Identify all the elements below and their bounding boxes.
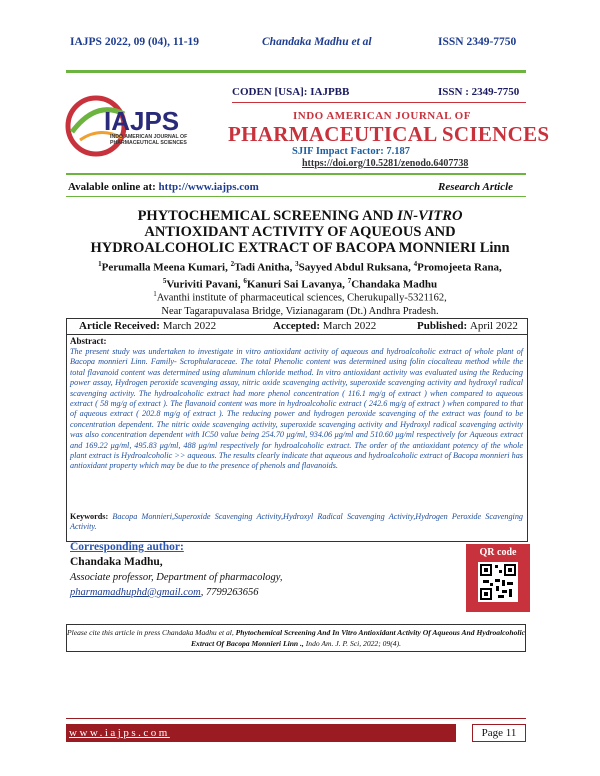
affiliation — [60, 288, 540, 318]
author-list — [60, 258, 540, 291]
author-name: Promojeeta Rana, — [417, 261, 502, 274]
accepted-date — [273, 320, 376, 332]
affiliation-sup: 1 — [153, 290, 157, 298]
keywords — [70, 512, 523, 533]
citation-box — [66, 624, 526, 652]
title-line-2: ANTIOXIDANT ACTIVITY OF AQUEOUS AND — [144, 224, 456, 240]
accepted-label: Accepted: — [273, 320, 323, 332]
journal-name-top: INDO AMERICAN JOURNAL OF — [293, 110, 471, 122]
accepted-value: March 2022 — [322, 320, 377, 332]
footer-site-link[interactable]: www.iajps.com — [69, 727, 170, 739]
corresponding-contact — [70, 587, 258, 598]
author-sup: 1 — [98, 260, 102, 268]
footer-rule — [66, 718, 526, 719]
qr-code-box — [466, 544, 530, 612]
author-name: Sayyed Abdul Ruksana, — [298, 261, 414, 274]
phone-number: , 7799263656 — [200, 587, 259, 598]
abstract-heading: Abstract: — [70, 336, 107, 346]
affiliation-line-2: Near Tagarapuvalasa Bridge, Vizianagaram (Dt.) Andhra Pradesh. — [161, 305, 439, 317]
running-header-issn: ISSN 2349-7750 — [438, 36, 517, 48]
email-link[interactable]: pharmamadhuphd@gmail.com — [70, 587, 201, 598]
affiliation-line-1: Avanthi institute of pharmaceutical sciences, Cherukupally-5321162, — [156, 292, 447, 304]
divider-green-rule-2 — [66, 196, 526, 197]
divider-green-rule — [66, 173, 526, 175]
website-link[interactable]: http://www.iajps.com — [158, 181, 259, 193]
doi-link[interactable]: https://doi.org/10.5281/zenodo.6407738 — [302, 158, 469, 169]
logo-text: IAJPS — [104, 106, 180, 136]
received-value: March 2022 — [162, 320, 217, 332]
article-dates — [66, 318, 528, 335]
author-sup: 2 — [230, 260, 235, 268]
received-date — [79, 320, 216, 332]
corresponding-heading: Corresponding author: — [70, 541, 184, 553]
journal-issn: ISSN : 2349-7750 — [438, 86, 520, 98]
title-line-3: HYDROALCOHOLIC EXTRACT OF BACOPA MONNIERI Linn — [90, 240, 510, 256]
footer-site — [66, 724, 456, 742]
published-value: April 2022 — [469, 320, 518, 332]
author-name: Chandaka Madhu — [351, 278, 438, 291]
coden: CODEN [USA]: IAJPBB — [232, 86, 350, 98]
running-header-citation: IAJPS 2022, 09 (04), 11-19 — [70, 36, 200, 48]
journal-name-main: PHARMACEUTICAL SCIENCES — [228, 122, 550, 146]
author-sup: 6 — [243, 276, 247, 285]
author-sup: 5 — [162, 276, 167, 285]
header-green-rule — [66, 70, 526, 73]
sjif-impact-factor: SJIF Impact Factor: 7.187 — [292, 146, 411, 157]
availability-line — [68, 181, 259, 193]
author-name: Tadi Anitha, — [234, 261, 296, 274]
citation-suffix: Indo Am. J. P. Sci, 2022; 09(4). — [303, 639, 402, 648]
keywords-label: Keywords: — [70, 512, 113, 521]
article-title — [60, 208, 540, 256]
logo-subtitle-2: PHARMACEUTICAL SCIENCES — [110, 140, 187, 146]
abstract-box — [66, 334, 528, 542]
title-italic: IN-VITRO — [397, 208, 463, 224]
author-name: Vuriviti Pavani, — [166, 278, 244, 291]
published-date — [417, 320, 518, 332]
keywords-text: Bacopa Monnieri,Superoxide Scavenging Activity,Hydroxyl Radical Scavenging Activity,Hydrogen Peroxide Scavenging Activity. — [70, 512, 524, 532]
availability-label: Avalable online at: — [68, 181, 159, 193]
running-header-author: Chandaka Madhu et al — [262, 36, 372, 48]
journal-logo — [64, 92, 204, 162]
author-name: Kanuri Sai Lavanya, — [246, 278, 348, 291]
journal-red-rule — [232, 102, 526, 103]
corresponding-name: Chandaka Madhu, — [70, 556, 163, 568]
qr-code-graphic — [478, 562, 518, 602]
article-type: Research Article — [438, 181, 514, 193]
received-label: Article Received: — [79, 320, 163, 332]
abstract-text: The present study was undertaken to investigate in vitro antioxidant activity of aqueous and hydroalcoholic extract of whole plant of Bacopa monnieri Linn. Family- Scrophularaceae. The total Phenolic content was determined using folin ciocalteau method while the total flavanoid content was determined using aluminum chloride method. In vitro antioxidant activity was evaluated using the Reducing power assay, Hydrogen peroxide scavenging assay, nitric oxide scavenging activity, superoxide scavenging activity and hydroxyl radical scavenging activity. The hydroalcoholic extract had more phenol concentration ( 116.1 mg/g of extract ) when compared to aqueous extract ( 58 mg/g of extract ). The flavanoid content was more in hydroalcoholic extract ( 242.6 mg/g of extract ) when compared to that of aqueous extract ( 202.8 mg/g of extract ). The reducing power and hydrogen peroxide scavenging of the extract was found to be concentration dependent. The nitric oxide scavenging activity, superoxide scavenging activity and Hydroxyl radical scavenging activity was also concentration dependent with IC50 value being 254.70 μg/ml, 934.06 μg/ml and 510.60 μg/ml respectively for Aqueous extract and 169.22 μg/ml, 495.83 μg/ml, 488 μg/ml respectively for hydroalcoholic extract. The order of the antioxidant potency of the whole plant extract is Hydroalcoholic >> aqueous. The results clearly indicate that aqueous and hydroalcoholic extract of Bacopa monnieri has antioxidant property which may be due to the presence of phenols and flavanoids. — [70, 347, 523, 471]
logo-subtitle-1: INDO AMERICAN JOURNAL OF — [110, 134, 188, 140]
qr-label: QR code — [479, 547, 517, 558]
page-number: Page 11 — [472, 724, 526, 742]
title-line-1: PHYTOCHEMICAL SCREENING AND — [137, 208, 398, 224]
author-sup: 7 — [347, 276, 352, 285]
citation-prefix: Please cite this article in press Chandaka Madhu et al, — [67, 628, 236, 637]
author-sup: 3 — [295, 260, 299, 268]
corresponding-position: Associate professor, Department of pharmacology, — [70, 572, 283, 583]
author-sup: 4 — [413, 260, 418, 268]
citation-title: Phytochemical Screening And In Vitro Antioxidant Activity Of Aqueous And Hydroalcoholic Extract Of Bacopa Monnieri Linn ., — [190, 628, 525, 648]
published-label: Published: — [417, 320, 470, 332]
qr-code-icon[interactable] — [478, 562, 518, 602]
author-name: Perumalla Meena Kumari, — [101, 261, 231, 274]
